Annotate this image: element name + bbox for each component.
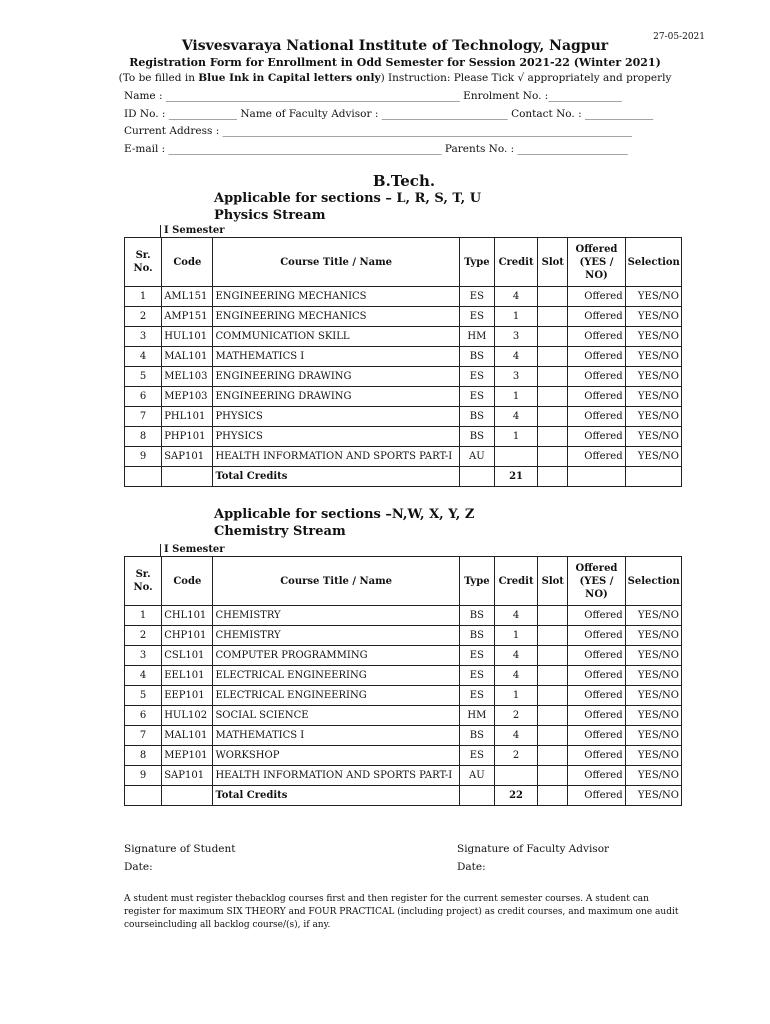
chemistry-semester-label: I Semester <box>160 544 225 556</box>
code-cell: MAL101 <box>162 726 213 746</box>
table-row <box>125 427 682 447</box>
slot-cell[interactable] <box>538 367 568 387</box>
slot-cell[interactable] <box>538 327 568 347</box>
slot-cell[interactable] <box>538 746 568 766</box>
credit-header: Credit <box>494 238 537 287</box>
slot-header: Slot <box>538 557 568 606</box>
instruction-text: (To be filled in Blue Ink in Capital letters only) Instruction: Please Tick √ appropriately and properly <box>118 72 672 84</box>
title-cell: COMMUNICATION SKILL <box>213 327 459 347</box>
total-row <box>125 786 682 806</box>
selection-cell[interactable]: YES/NO <box>625 726 681 746</box>
type-cell: AU <box>459 766 494 786</box>
code-cell: SAP101 <box>162 447 213 467</box>
table-row <box>125 606 682 626</box>
table-row <box>125 666 682 686</box>
selection-cell[interactable]: YES/NO <box>625 407 681 427</box>
selection-header: Selection <box>625 238 681 287</box>
slot-cell[interactable] <box>538 347 568 367</box>
empty-cell <box>162 467 213 487</box>
title-cell: ENGINEERING DRAWING <box>213 387 459 407</box>
offered-cell: Offered <box>568 706 625 726</box>
slot-cell[interactable] <box>538 646 568 666</box>
credit-cell: 2 <box>494 706 537 726</box>
title-cell: ENGINEERING MECHANICS <box>213 307 459 327</box>
sr-header: Sr. No. <box>125 238 162 287</box>
sr-cell: 3 <box>125 327 162 347</box>
credit-cell: 2 <box>494 746 537 766</box>
credit-cell: 1 <box>494 686 537 706</box>
selection-header: Selection <box>625 557 681 606</box>
offered-cell: Offered <box>568 307 625 327</box>
type-header: Type <box>459 238 494 287</box>
type-cell: ES <box>459 287 494 307</box>
offered-cell: Offered <box>568 686 625 706</box>
registration-note: A student must register thebacklog courses first and then register for the current semester courses. A student can register for maximum SIX THEORY and FOUR PRACTICAL (including project) as credit courses, and maximum one audit courseincluding all backlog course/(s), if any. <box>124 894 679 930</box>
credit-cell: 1 <box>494 307 537 327</box>
title-cell: CHEMISTRY <box>213 606 459 626</box>
title-cell: MATHEMATICS I <box>213 347 459 367</box>
code-header: Code <box>162 557 213 606</box>
slot-cell[interactable] <box>538 407 568 427</box>
physics-stream-heading: Physics Stream <box>214 208 326 223</box>
type-cell: ES <box>459 686 494 706</box>
type-cell: BS <box>459 626 494 646</box>
sr-cell: 6 <box>125 706 162 726</box>
sr-cell: 2 <box>125 307 162 327</box>
empty-cell <box>568 467 625 487</box>
credit-cell <box>494 447 537 467</box>
sr-cell: 1 <box>125 606 162 626</box>
sr-cell: 7 <box>125 407 162 427</box>
title-cell: ENGINEERING MECHANICS <box>213 287 459 307</box>
credit-cell: 4 <box>494 347 537 367</box>
table-row <box>125 287 682 307</box>
credit-cell: 1 <box>494 626 537 646</box>
selection-cell[interactable]: YES/NO <box>625 666 681 686</box>
offered-cell: Offered <box>568 786 625 806</box>
total-credits: 21 <box>494 467 537 487</box>
sr-cell: 5 <box>125 367 162 387</box>
code-cell: EEP101 <box>162 686 213 706</box>
offered-header: Offered (YES / NO) <box>568 238 625 287</box>
title-cell: MATHEMATICS I <box>213 726 459 746</box>
sr-header: Sr. No. <box>125 557 162 606</box>
title-header: Course Title / Name <box>213 557 459 606</box>
code-cell: AML151 <box>162 287 213 307</box>
type-cell: BS <box>459 427 494 447</box>
credit-cell: 4 <box>494 606 537 626</box>
offered-header: Offered (YES / NO) <box>568 557 625 606</box>
code-cell: AMP151 <box>162 307 213 327</box>
selection-cell[interactable]: YES/NO <box>625 287 681 307</box>
address-line[interactable]: Current Address : ______________________________________________________________________________ <box>124 125 633 137</box>
empty-cell <box>125 786 162 806</box>
credit-cell: 1 <box>494 427 537 447</box>
offered-cell: Offered <box>568 287 625 307</box>
chemistry-stream-heading: Chemistry Stream <box>214 524 346 539</box>
sr-cell: 6 <box>125 387 162 407</box>
physics-semester-label: I Semester <box>160 225 225 237</box>
credit-cell: 4 <box>494 726 537 746</box>
sr-cell: 8 <box>125 427 162 447</box>
title-cell: HEALTH INFORMATION AND SPORTS PART-I <box>213 447 459 467</box>
type-cell: HM <box>459 327 494 347</box>
physics-course-table <box>124 237 682 487</box>
code-cell: CSL101 <box>162 646 213 666</box>
selection-cell[interactable]: YES/NO <box>625 626 681 646</box>
offered-cell: Offered <box>568 606 625 626</box>
code-cell: MEL103 <box>162 367 213 387</box>
title-cell: ELECTRICAL ENGINEERING <box>213 666 459 686</box>
table-row <box>125 706 682 726</box>
table-row <box>125 387 682 407</box>
title-cell: PHYSICS <box>213 427 459 447</box>
type-cell: ES <box>459 387 494 407</box>
total-label: Total Credits <box>213 467 459 487</box>
total-row <box>125 467 682 487</box>
offered-cell: Offered <box>568 427 625 447</box>
table-row <box>125 626 682 646</box>
offered-cell: Offered <box>568 646 625 666</box>
table-header-row <box>125 238 682 287</box>
offered-cell: Offered <box>568 367 625 387</box>
selection-cell[interactable]: YES/NO <box>625 347 681 367</box>
type-header: Type <box>459 557 494 606</box>
credit-cell: 4 <box>494 666 537 686</box>
slot-cell[interactable] <box>538 307 568 327</box>
program-title: B.Tech. <box>372 172 436 190</box>
code-cell: SAP101 <box>162 766 213 786</box>
table-row <box>125 646 682 666</box>
slot-cell[interactable] <box>538 287 568 307</box>
sr-cell: 5 <box>125 686 162 706</box>
table-row <box>125 347 682 367</box>
selection-cell[interactable]: YES/NO <box>625 387 681 407</box>
credit-header: Credit <box>494 557 537 606</box>
credit-cell: 4 <box>494 646 537 666</box>
empty-cell <box>459 786 494 806</box>
slot-cell[interactable] <box>538 666 568 686</box>
table-row <box>125 686 682 706</box>
form-date: 27-05-2021 <box>653 32 705 42</box>
total-credits: 22 <box>494 786 537 806</box>
credit-cell: 4 <box>494 287 537 307</box>
offered-cell: Offered <box>568 347 625 367</box>
type-cell: HM <box>459 706 494 726</box>
sr-cell: 4 <box>125 347 162 367</box>
title-cell: SOCIAL SCIENCE <box>213 706 459 726</box>
table-row <box>125 447 682 467</box>
slot-cell[interactable] <box>538 706 568 726</box>
slot-cell[interactable] <box>538 686 568 706</box>
sr-cell: 8 <box>125 746 162 766</box>
title-cell: CHEMISTRY <box>213 626 459 646</box>
student-signature-label: Signature of Student <box>124 843 236 855</box>
registration-title: Registration Form for Enrollment in Odd Semester for Session 2021-22 (Winter 2021) <box>129 56 661 69</box>
empty-cell <box>625 467 681 487</box>
code-cell: CHL101 <box>162 606 213 626</box>
selection-cell[interactable]: YES/NO <box>625 606 681 626</box>
slot-cell[interactable] <box>538 387 568 407</box>
name-enrolment-line[interactable]: Name : ________________________________________________________ Enrolment No. :______________ <box>124 90 622 102</box>
slot-cell[interactable] <box>538 626 568 646</box>
institute-title: Visvesvaraya National Institute of Technology, Nagpur <box>181 38 609 54</box>
type-cell: ES <box>459 746 494 766</box>
sr-cell: 9 <box>125 447 162 467</box>
id-advisor-contact-line[interactable]: ID No. : _____________ Name of Faculty Advisor : ________________________ Contact No. : _____________ <box>124 108 654 120</box>
title-cell: ENGINEERING DRAWING <box>213 367 459 387</box>
advisor-date-label: Date: <box>457 861 486 873</box>
type-cell: BS <box>459 347 494 367</box>
sr-cell: 1 <box>125 287 162 307</box>
slot-cell[interactable] <box>538 606 568 626</box>
selection-cell[interactable]: YES/NO <box>625 786 681 806</box>
sr-cell: 2 <box>125 626 162 646</box>
type-cell: ES <box>459 367 494 387</box>
email-parents-line[interactable]: E-mail : ____________________________________________________ Parents No. : _____________________ <box>124 143 628 155</box>
physics-sections-heading: Applicable for sections – L, R, S, T, U <box>214 191 482 206</box>
sr-cell: 4 <box>125 666 162 686</box>
chemistry-sections-heading: Applicable for sections –N,W, X, Y, Z <box>214 507 475 522</box>
type-cell: ES <box>459 646 494 666</box>
offered-cell: Offered <box>568 387 625 407</box>
table-row <box>125 367 682 387</box>
slot-cell[interactable] <box>538 447 568 467</box>
offered-cell: Offered <box>568 666 625 686</box>
code-cell: PHL101 <box>162 407 213 427</box>
selection-cell[interactable]: YES/NO <box>625 766 681 786</box>
credit-cell <box>494 766 537 786</box>
empty-cell <box>459 467 494 487</box>
type-cell: ES <box>459 666 494 686</box>
offered-cell: Offered <box>568 327 625 347</box>
title-cell: PHYSICS <box>213 407 459 427</box>
chemistry-course-table <box>124 556 682 806</box>
empty-cell <box>162 786 213 806</box>
code-header: Code <box>162 238 213 287</box>
slot-header: Slot <box>538 238 568 287</box>
code-cell: PHP101 <box>162 427 213 447</box>
credit-cell: 3 <box>494 327 537 347</box>
type-cell: BS <box>459 407 494 427</box>
sr-cell: 9 <box>125 766 162 786</box>
offered-cell: Offered <box>568 766 625 786</box>
type-cell: BS <box>459 606 494 626</box>
offered-cell: Offered <box>568 407 625 427</box>
type-cell: ES <box>459 307 494 327</box>
table-row <box>125 746 682 766</box>
empty-cell <box>125 467 162 487</box>
selection-cell[interactable]: YES/NO <box>625 646 681 666</box>
slot-cell[interactable] <box>538 766 568 786</box>
offered-cell: Offered <box>568 746 625 766</box>
title-cell: COMPUTER PROGRAMMING <box>213 646 459 666</box>
offered-cell: Offered <box>568 447 625 467</box>
selection-cell[interactable]: YES/NO <box>625 447 681 467</box>
empty-cell <box>538 786 568 806</box>
empty-cell <box>538 467 568 487</box>
selection-cell[interactable]: YES/NO <box>625 367 681 387</box>
type-cell: AU <box>459 447 494 467</box>
title-header: Course Title / Name <box>213 238 459 287</box>
total-label: Total Credits <box>213 786 459 806</box>
table-row <box>125 726 682 746</box>
sr-cell: 7 <box>125 726 162 746</box>
offered-cell: Offered <box>568 726 625 746</box>
advisor-signature-label: Signature of Faculty Advisor <box>457 843 610 855</box>
type-cell: BS <box>459 726 494 746</box>
slot-cell[interactable] <box>538 427 568 447</box>
code-cell: HUL102 <box>162 706 213 726</box>
code-cell: EEL101 <box>162 666 213 686</box>
selection-cell[interactable]: YES/NO <box>625 327 681 347</box>
code-cell: CHP101 <box>162 626 213 646</box>
table-row <box>125 327 682 347</box>
sr-cell: 3 <box>125 646 162 666</box>
credit-cell: 4 <box>494 407 537 427</box>
student-date-label: Date: <box>124 861 153 873</box>
offered-cell: Offered <box>568 626 625 646</box>
selection-cell[interactable]: YES/NO <box>625 706 681 726</box>
selection-cell[interactable]: YES/NO <box>625 307 681 327</box>
table-header-row <box>125 557 682 606</box>
title-cell: HEALTH INFORMATION AND SPORTS PART-I <box>213 766 459 786</box>
table-row <box>125 307 682 327</box>
code-cell: HUL101 <box>162 327 213 347</box>
selection-cell[interactable]: YES/NO <box>625 746 681 766</box>
selection-cell[interactable]: YES/NO <box>625 427 681 447</box>
credit-cell: 3 <box>494 367 537 387</box>
code-cell: MAL101 <box>162 347 213 367</box>
table-row <box>125 766 682 786</box>
selection-cell[interactable]: YES/NO <box>625 686 681 706</box>
slot-cell[interactable] <box>538 726 568 746</box>
title-cell: ELECTRICAL ENGINEERING <box>213 686 459 706</box>
code-cell: MEP103 <box>162 387 213 407</box>
title-cell: WORKSHOP <box>213 746 459 766</box>
code-cell: MEP101 <box>162 746 213 766</box>
table-row <box>125 407 682 427</box>
credit-cell: 1 <box>494 387 537 407</box>
